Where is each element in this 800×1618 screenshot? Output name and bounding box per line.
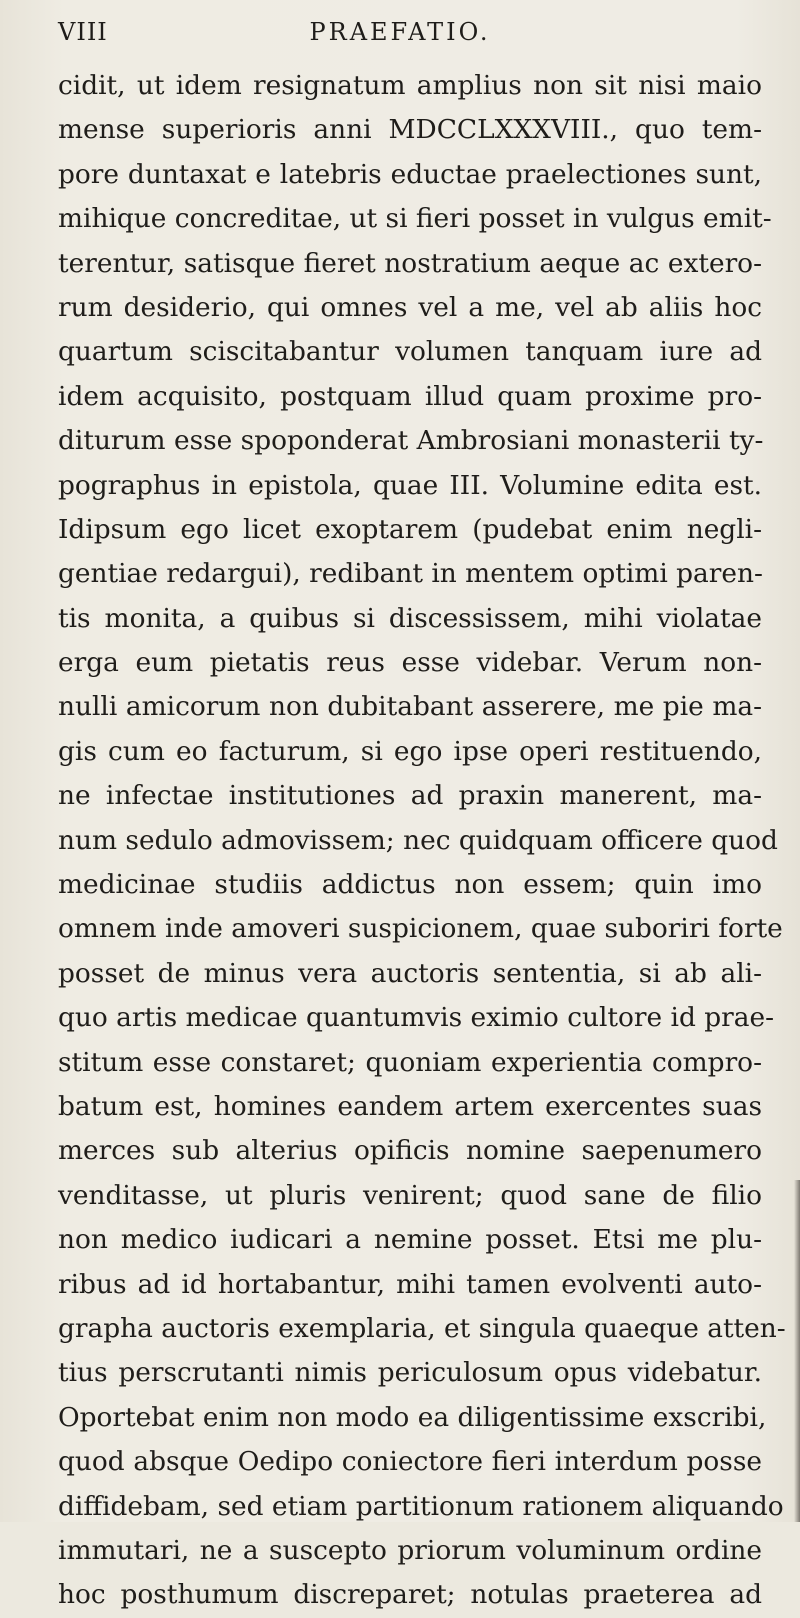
text-line: pographus in epistola, quae III. Volumine edita est. [58,469,762,501]
page-number: VIII [58,18,108,46]
page-edge-shadow [794,1180,800,1522]
text-line: gis cum eo facturum, si ego ipse operi restituendo, [58,735,762,767]
text-line: rum desiderio, qui omnes vel a me, vel ab aliis hoc [58,291,762,323]
text-line: grapha auctoris exemplaria, et singula quaeque atten- [58,1312,786,1344]
text-line: mense superioris anni MDCCLXXXVIII., quo tem- [58,114,762,146]
text-line: Idipsum ego licet exoptarem (pudebat enim negli- [58,513,762,545]
text-line: batum est, homines eandem artem exercentes suas [58,1090,762,1122]
text-line: omnem inde amoveri suspicionem, quae suboriri forte [58,913,783,945]
text-line: medicinae studiis addictus non essem; quin imo [58,869,762,901]
text-line: venditasse, ut pluris venirent; quod sane de filio [58,1179,762,1211]
text-line: diturum esse spoponderat Ambrosiani monasterii ty- [58,425,764,457]
text-line: quartum sciscitabantur volumen tanquam iure ad [58,336,762,368]
body-text [58,64,786,1618]
text-line: quo artis medicae quantumvis eximio cultore id prae- [58,1002,775,1034]
running-title: PRAEFATIO. [309,18,491,46]
text-line: quod absque Oedipo coniectore fieri interdum posse [58,1446,762,1478]
page-header [58,18,742,52]
text-line: terentur, satisque fieret nostratium aeque ac extero- [58,247,762,279]
text-line: hoc posthumum discreparet; notulas praeterea ad [58,1579,762,1611]
text-line: ribus ad id hortabantur, mihi tamen evolventi auto- [58,1268,762,1300]
text-line: merces sub alterius opificis nomine saepenumero [58,1135,762,1167]
text-line: cidit, ut idem resignatum amplius non sit nisi maio [58,70,762,101]
text-line: idem acquisito, postquam illud quam proxime pro- [58,380,762,412]
text-line: mihique concreditae, ut si fieri posset in vulgus emit- [58,203,772,235]
text-line: ne infectae institutiones ad praxin manerent, ma- [58,780,762,812]
text-line: stitum esse constaret; quoniam experientia compro- [58,1046,762,1078]
text-line: non medico iudicari a nemine posset. Etsi me plu- [58,1224,762,1256]
text-line: Oportebat enim non modo ea diligentissime exscribi, [58,1401,767,1433]
text-line: tis monita, a quibus si discessissem, mihi violatae [58,602,762,634]
text-line: tius perscrutanti nimis periculosum opus videbatur. [58,1357,762,1389]
text-line: pore duntaxat e latebris eductae praelectiones sunt, [58,158,762,190]
text-line: gentiae redargui), redibant in mentem optimi paren- [58,558,763,590]
text-line: erga eum pietatis reus esse videbar. Verum non- [58,647,762,679]
text-line: diffidebam, sed etiam partitionum rationem aliquando [58,1490,784,1522]
text-line: nulli amicorum non dubitabant asserere, me pie ma- [58,691,762,723]
text-line: num sedulo admovissem; nec quidquam officere quod [58,824,778,856]
text-line: immutari, ne a suscepto priorum voluminum ordine [58,1534,762,1566]
text-line: posset de minus vera auctoris sententia, si ab ali- [58,957,762,989]
